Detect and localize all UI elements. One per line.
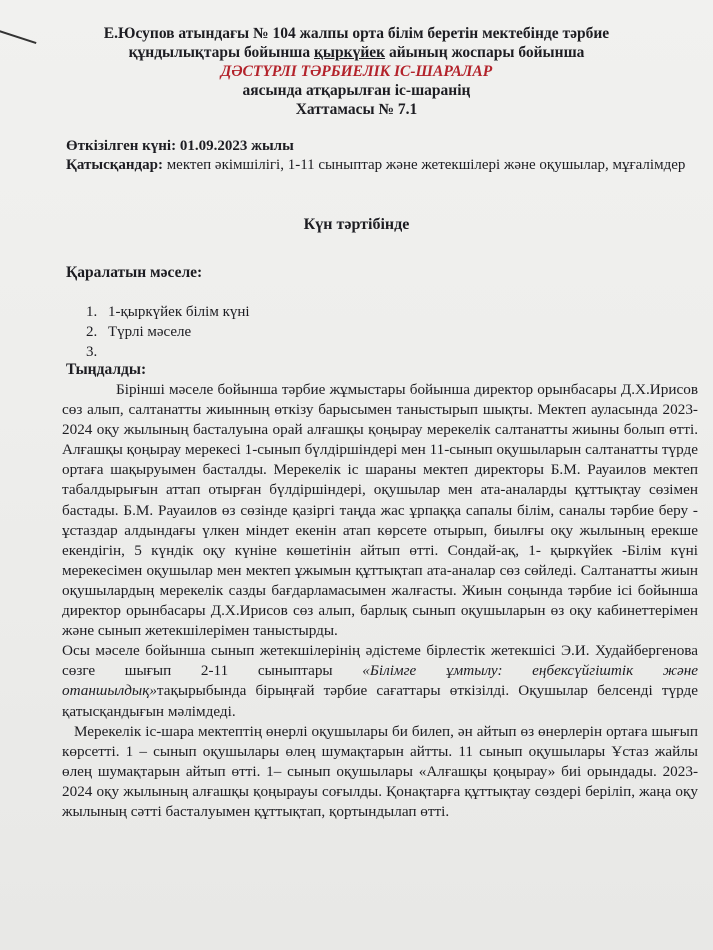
header-line-3: ДӘСТҮРЛІ ТӘРБИЕЛІК ІС-ШАРАЛАР [220, 63, 493, 80]
document-header [0, 24, 713, 119]
body-paragraph-2: Осы мәселе бойынша сынып жетекшілерінің әдістеме бірлестік жетекшісі Э.И. Худайбергенова сөзге шығып 2-11 сыныптары «Білімге ұмтылу: еңбексүйгіштік және отаншылдық»тақырыбында бірыңғай тәрбие сағаттары өткізілді. Оқушылар белсенді түрде қатысқандығын мәлімдеді. [62, 642, 698, 720]
list-item: 2. Түрлі мәселе [86, 324, 192, 340]
header-line-2-end: айының жоспары бойынша [385, 44, 585, 61]
agenda-list [86, 302, 250, 362]
heard-label: Тыңдалды: [66, 361, 147, 378]
issue-title: Қаралатын мәселе: [66, 264, 203, 281]
header-line-2-start: құндылықтары бойынша [128, 44, 314, 61]
protocol-body [62, 380, 698, 822]
meeting-date: Өткізілген күні: 01.09.2023 жылы [66, 138, 294, 154]
header-line-1: Е.Юсупов атындағы № 104 жалпы орта білім беретін мектебінде тәрбие [103, 25, 610, 42]
body-paragraph-3: Мерекелік іс-шара мектептің өнерлі оқушылары би билеп, ән айтып өз өнерлерін ортаға шығып көрсетті. 1 – сынып оқушылары өлең шумақтарын айтты. 11 сынып оқушылары Ұстаз жайлы өлең шумақтарын айтып өтті. 1– сынып оқушылары «Алғашқы қоңырау» биі орындады. 2023- 2024 оқу жылының алғашқы қоңырауы соғылды. Қонақтарға құттықтау сөздері беріліп, жаңа оқу жылының сәтті басталуымен құттықтап, қортындылап өтті. [62, 722, 698, 820]
list-item: 3. [86, 344, 98, 360]
meeting-meta [66, 137, 686, 175]
list-item: 1. 1-қыркүйек білім күні [86, 304, 250, 320]
header-line-2 [0, 43, 713, 62]
header-month: қыркүйек [313, 44, 386, 61]
event-topic: «Білімге ұмтылу: еңбексүйгіштік және отаншылдық» [62, 662, 698, 700]
protocol-title: Хаттамасы № 7.1 [295, 101, 418, 118]
agenda-title: Күн тәртібінде [303, 216, 410, 233]
participants-label: Қатысқандар: [66, 157, 163, 173]
body-paragraph-1: Бірінші мәселе бойынша тәрбие жұмыстары бойынша директор орынбасары Д.Х.Ирисов сөз алып, салтанатты жиынның өткізу барысымен таныстырып шықты. Мектеп ауласында 2023-2024 оқу жылының басталуына орай алғашқы қоңырау мерекелік салтанатты жиыны болып өтті. Алғашқы қоңырау мерекесі 1-сынып бүлдіршіндері мен 11-сынып оқушыларын салтанатты түрде ортаға шақыруымен басталды. Мерекелік іс шараны мектеп директоры Б.М. Рауаилов мектеп табалдырығын аттап отырған бүлдіршіндері, оқушылар мен ата-аналарды құттықтау сөзімен бастады. Б.М. Рауаилов өз сөзінде қазіргі таңда жас ұрпаққа сапалы білім, саналы тәрбие беру - ұстаздар алдындағы үлкен міндет екенін атап көрсете отырып, биылғы оқу жылының ерекше екендігін, 5 күндік оқу күніне көшетінін айтып өтті. Сондай-ақ, 1- қыркүйек -Білім күні мерекесімен оқушылар мен мектеп ұжымын құттықтап ата-аналар сөз сөйледі. Салтанатты жиын оқушылардың мерекелік сазды бағдарламасымен жалғасты. Жиын соңында тәрбие ісі бойынша директор орынбасары Д.Х.Ирисов сөз алып, барлық сынып оқушыларын өз оқу кабинеттерімен және сынып жетекшілерімен таныстырды. [62, 381, 698, 640]
participants-text: мектеп әкімшілігі, 1-11 сыныптар және жетекшілері және оқушылар, мұғалімдер [162, 157, 686, 173]
header-line-4: аясында атқарылған іс-шаранің [242, 82, 471, 99]
